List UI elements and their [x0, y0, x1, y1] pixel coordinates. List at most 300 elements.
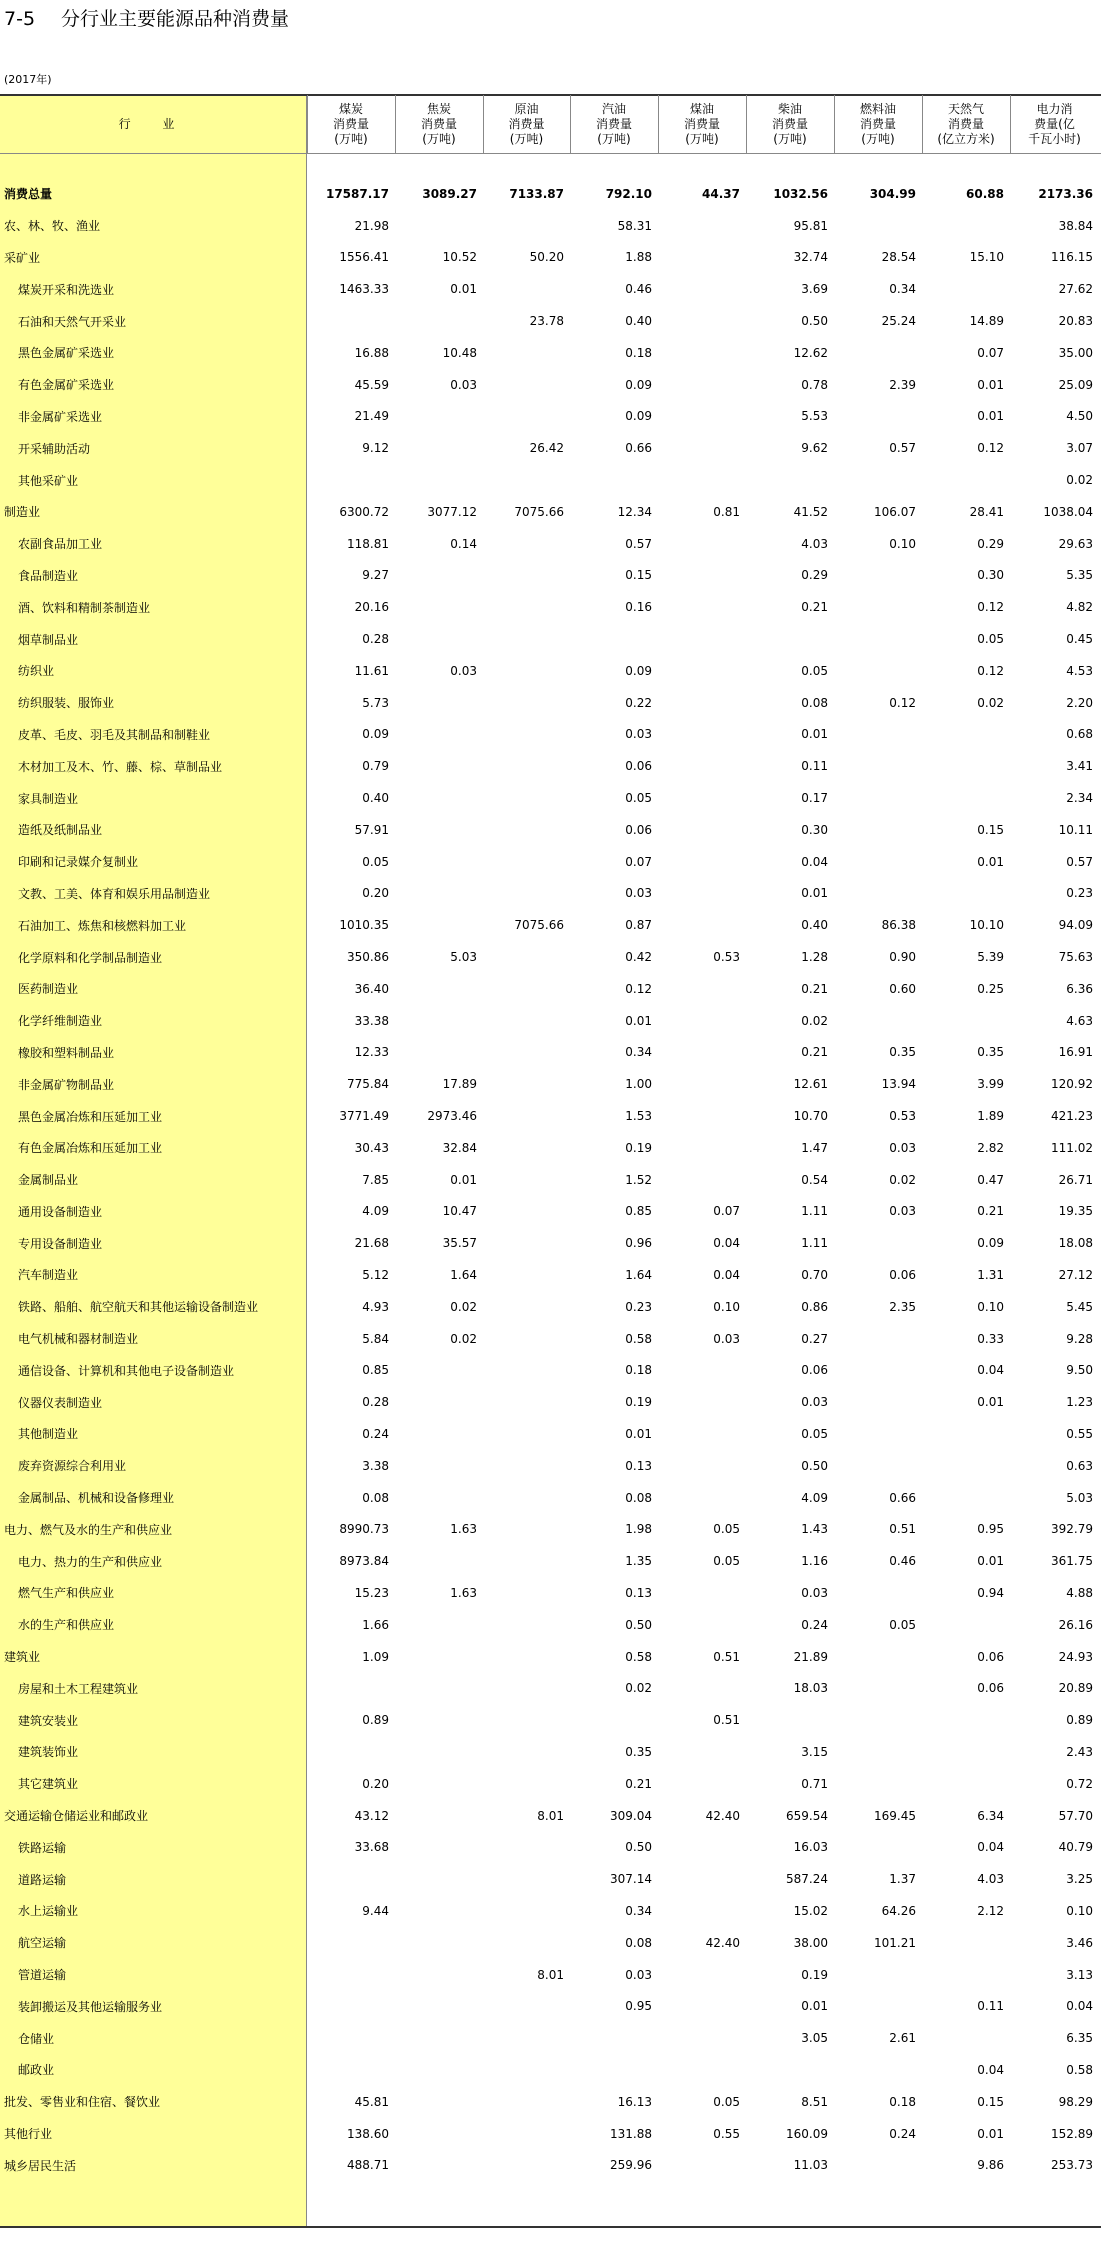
value-cell [834, 782, 922, 814]
value-cell: 0.03 [889, 1204, 916, 1219]
value-cell: 0.01 [977, 377, 1004, 392]
value-cell: 13.94 [881, 1077, 916, 1092]
value-cell: 0.72 [1066, 1776, 1093, 1791]
value-cell: 0.11 [801, 759, 828, 774]
column-header-2: 焦炭 消费量 (万吨) [420, 102, 457, 146]
industry-name: 建筑业 [4, 1650, 41, 1665]
table-row [0, 1482, 1101, 1514]
value-cell: 361.75 [1051, 1554, 1093, 1569]
value-cell: 0.55 [1066, 1426, 1093, 1441]
value-cell: 1.11 [801, 1204, 828, 1219]
value-cell: 9.12 [362, 441, 389, 456]
value-cell: 20.89 [1058, 1681, 1093, 1696]
value-cell [395, 814, 483, 846]
table-row [0, 1959, 1101, 1991]
value-cell: 0.10 [977, 1299, 1004, 1314]
industry-name: 食品制造业 [18, 568, 79, 583]
value-cell [483, 1386, 570, 1418]
value-cell: 0.01 [801, 1999, 828, 2014]
value-cell: 1.64 [450, 1267, 477, 1282]
value-cell: 57.91 [354, 822, 389, 837]
value-cell [395, 1545, 483, 1577]
value-cell [834, 1672, 922, 1704]
industry-name: 纺织业 [18, 664, 55, 679]
value-cell: 0.51 [713, 1713, 740, 1728]
table-row [0, 1132, 1101, 1164]
value-cell [658, 973, 746, 1005]
table-row [0, 1577, 1101, 1609]
industry-name: 有色金属冶炼和压延加工业 [18, 1141, 163, 1156]
value-cell [483, 1291, 570, 1323]
value-cell [658, 242, 746, 274]
value-cell: 1.00 [625, 1077, 652, 1092]
table-row [0, 1672, 1101, 1704]
value-cell: 4.03 [801, 536, 828, 551]
value-cell: 94.09 [1058, 918, 1093, 933]
value-cell [483, 1323, 570, 1355]
value-cell: 0.50 [801, 314, 828, 329]
value-cell: 0.03 [625, 1967, 652, 1982]
value-cell [307, 1672, 395, 1704]
value-cell: 0.45 [1066, 632, 1093, 647]
value-cell [395, 1450, 483, 1482]
industry-name: 铁路运输 [18, 1840, 67, 1855]
value-cell: 2.12 [977, 1903, 1004, 1918]
value-cell [395, 305, 483, 337]
value-cell: 10.10 [969, 918, 1004, 933]
value-cell: 587.24 [786, 1872, 828, 1887]
value-cell [834, 337, 922, 369]
industry-name: 文教、工美、体育和娱乐用品制造业 [18, 886, 211, 901]
table-row [0, 369, 1101, 401]
value-cell [658, 591, 746, 623]
table-row [0, 2054, 1101, 2086]
value-cell: 1.88 [625, 250, 652, 265]
column-header-6: 柴油 消费量 (万吨) [771, 102, 808, 146]
table-row [0, 1259, 1101, 1291]
value-cell: 0.05 [713, 1522, 740, 1537]
value-cell: 40.79 [1058, 1840, 1093, 1855]
table-row [0, 1164, 1101, 1196]
value-cell: 0.21 [977, 1204, 1004, 1219]
value-cell: 0.17 [801, 791, 828, 806]
value-cell: 0.28 [362, 1395, 389, 1410]
value-cell: 0.47 [977, 1172, 1004, 1187]
table-row [0, 1323, 1101, 1355]
industry-name: 金属制品、机械和设备修理业 [18, 1491, 175, 1506]
value-cell: 15.02 [793, 1903, 828, 1918]
industry-name: 城乡居民生活 [4, 2158, 77, 2173]
value-cell [395, 1641, 483, 1673]
industry-name: 非金属矿采选业 [18, 409, 103, 424]
value-cell [570, 2022, 658, 2054]
value-cell: 0.50 [625, 1617, 652, 1632]
value-cell: 0.02 [801, 1013, 828, 1028]
value-cell [483, 1736, 570, 1768]
value-cell: 0.04 [977, 1363, 1004, 1378]
value-cell [483, 878, 570, 910]
value-cell: 17587.17 [325, 186, 389, 201]
industry-name: 邮政业 [18, 2063, 55, 2078]
value-cell: 0.53 [889, 1109, 916, 1123]
value-cell: 0.03 [801, 1395, 828, 1410]
value-cell: 0.21 [801, 1045, 828, 1060]
value-cell [658, 528, 746, 560]
value-cell [834, 210, 922, 242]
value-cell: 6.34 [977, 1808, 1004, 1823]
value-cell [658, 1609, 746, 1641]
value-cell: 38.84 [1058, 218, 1093, 233]
table-row [0, 210, 1101, 242]
value-cell: 25.24 [881, 314, 916, 329]
column-header-industry: 行 业 [118, 117, 189, 131]
value-cell: 16.13 [617, 2094, 652, 2109]
value-cell [922, 2022, 1010, 2054]
value-cell [307, 1927, 395, 1959]
value-cell [834, 1736, 922, 1768]
value-cell: 43.12 [354, 1808, 389, 1823]
value-cell: 0.35 [889, 1045, 916, 1060]
value-cell: 5.53 [801, 409, 828, 424]
value-cell: 0.04 [977, 2062, 1004, 2077]
value-cell: 36.40 [354, 981, 389, 996]
value-cell [483, 1768, 570, 1800]
value-cell [395, 464, 483, 496]
value-cell: 0.53 [713, 950, 740, 965]
table-row [0, 846, 1101, 878]
value-cell [395, 2149, 483, 2181]
value-cell [922, 1704, 1010, 1736]
value-cell: 29.63 [1058, 536, 1093, 551]
value-cell: 0.58 [1066, 2062, 1093, 2077]
value-cell: 21.49 [354, 409, 389, 424]
value-cell [483, 1068, 570, 1100]
value-cell [658, 878, 746, 910]
value-cell: 0.50 [625, 1840, 652, 1855]
table-row [0, 464, 1101, 496]
value-cell [483, 1005, 570, 1037]
value-cell: 0.18 [889, 2094, 916, 2109]
value-cell: 0.12 [625, 981, 652, 996]
value-cell: 0.05 [801, 663, 828, 678]
value-cell [483, 591, 570, 623]
value-cell: 24.93 [1058, 1649, 1093, 1664]
value-cell [395, 1959, 483, 1991]
value-cell: 9.50 [1066, 1363, 1093, 1378]
column-divider [483, 95, 484, 153]
value-cell [395, 1927, 483, 1959]
value-cell [658, 1482, 746, 1514]
value-cell: 0.03 [801, 1585, 828, 1600]
value-cell: 7075.66 [514, 918, 564, 933]
industry-name: 开采辅助活动 [18, 441, 91, 456]
table-row [0, 1990, 1101, 2022]
value-cell: 26.71 [1058, 1172, 1093, 1187]
value-cell: 0.04 [713, 1267, 740, 1282]
value-cell [658, 1672, 746, 1704]
value-cell: 0.09 [362, 727, 389, 742]
value-cell: 44.37 [702, 186, 740, 201]
table-row [0, 1354, 1101, 1386]
value-cell: 10.52 [442, 250, 477, 265]
value-cell: 10.47 [442, 1204, 477, 1219]
value-cell: 1038.04 [1043, 504, 1093, 519]
value-cell [483, 1672, 570, 1704]
value-cell: 58.31 [617, 218, 652, 233]
value-cell [658, 1164, 746, 1196]
value-cell: 3.13 [1066, 1967, 1093, 1982]
value-cell: 0.24 [801, 1617, 828, 1632]
value-cell [483, 464, 570, 496]
value-cell: 21.89 [793, 1649, 828, 1664]
value-cell [483, 814, 570, 846]
table-row [0, 1513, 1101, 1545]
value-cell [834, 2054, 922, 2086]
table-row [0, 1291, 1101, 1323]
value-cell [483, 528, 570, 560]
value-cell [746, 623, 834, 655]
value-cell: 0.29 [977, 536, 1004, 551]
value-cell [395, 1768, 483, 1800]
value-cell: 0.02 [1066, 473, 1093, 488]
value-cell: 775.84 [347, 1077, 389, 1092]
value-cell: 2.20 [1066, 695, 1093, 710]
value-cell [834, 2149, 922, 2181]
value-cell [483, 782, 570, 814]
table-row [0, 1800, 1101, 1832]
column-header-5: 煤油 消费量 (万吨) [683, 102, 720, 146]
table-row [0, 1196, 1101, 1228]
value-cell [307, 1736, 395, 1768]
value-cell [658, 1005, 746, 1037]
value-cell [658, 750, 746, 782]
value-cell [307, 464, 395, 496]
value-cell: 1.11 [801, 1236, 828, 1251]
value-cell: 20.83 [1058, 314, 1093, 329]
value-cell: 4.09 [362, 1204, 389, 1219]
value-cell [834, 878, 922, 910]
value-cell: 111.02 [1051, 1140, 1093, 1155]
industry-name: 消费总量 [4, 187, 53, 202]
industry-name: 其他采矿业 [18, 473, 79, 488]
value-cell: 0.06 [801, 1363, 828, 1378]
value-cell: 12.34 [617, 504, 652, 519]
industry-name: 金属制品业 [18, 1173, 79, 1188]
industry-name: 仓储业 [18, 2031, 55, 2046]
value-cell: 0.15 [977, 822, 1004, 837]
value-cell: 3089.27 [422, 186, 477, 201]
value-cell: 0.40 [362, 791, 389, 806]
value-cell [922, 1609, 1010, 1641]
table-row [0, 496, 1101, 528]
value-cell: 152.89 [1051, 2126, 1093, 2141]
value-cell [834, 1831, 922, 1863]
value-cell: 1.66 [362, 1617, 389, 1632]
value-cell [658, 1990, 746, 2022]
value-cell: 3.46 [1066, 1935, 1093, 1950]
value-cell [395, 1736, 483, 1768]
value-cell: 0.66 [625, 441, 652, 456]
value-cell: 259.96 [610, 2158, 652, 2173]
value-cell: 0.05 [713, 2094, 740, 2109]
value-cell [922, 1736, 1010, 1768]
value-cell: 0.02 [625, 1681, 652, 1696]
column-header-7: 燃料油 消费量 (万吨) [859, 102, 896, 146]
value-cell [834, 1418, 922, 1450]
value-cell: 0.03 [450, 377, 477, 392]
value-cell: 421.23 [1051, 1109, 1093, 1123]
value-cell [395, 1672, 483, 1704]
value-cell: 0.30 [977, 568, 1004, 583]
value-cell: 25.09 [1058, 377, 1093, 392]
value-cell [658, 846, 746, 878]
column-divider [834, 95, 835, 153]
value-cell: 8.51 [801, 2094, 828, 2109]
value-cell: 0.95 [625, 1999, 652, 2014]
value-cell: 19.35 [1058, 1204, 1093, 1219]
value-cell [395, 909, 483, 941]
table-row [0, 814, 1101, 846]
value-cell [922, 1418, 1010, 1450]
value-cell [922, 1927, 1010, 1959]
value-cell: 3771.49 [339, 1109, 389, 1123]
value-cell: 0.09 [977, 1236, 1004, 1251]
table-title: 分行业主要能源品种消费量 [61, 8, 290, 30]
value-cell: 57.70 [1058, 1808, 1093, 1823]
table-row [0, 2149, 1101, 2181]
value-cell [658, 1386, 746, 1418]
value-cell: 4.63 [1066, 1013, 1093, 1028]
value-cell: 0.01 [977, 1395, 1004, 1410]
value-cell: 0.08 [625, 1490, 652, 1505]
value-cell: 2.34 [1066, 791, 1093, 806]
value-cell: 304.99 [869, 186, 916, 201]
value-cell: 1.52 [625, 1172, 652, 1187]
value-cell: 0.07 [713, 1204, 740, 1219]
value-cell: 0.50 [801, 1458, 828, 1473]
value-cell: 0.07 [977, 345, 1004, 360]
value-cell: 488.71 [347, 2158, 389, 2173]
industry-name: 铁路、船舶、航空航天和其他运输设备制造业 [18, 1300, 259, 1315]
value-cell [834, 814, 922, 846]
value-cell [834, 1704, 922, 1736]
column-divider [1010, 95, 1011, 153]
industry-name: 农副食品加工业 [18, 537, 103, 552]
value-cell [658, 2149, 746, 2181]
table-row [0, 655, 1101, 687]
value-cell: 0.96 [625, 1236, 652, 1251]
value-cell: 0.89 [1066, 1713, 1093, 1728]
value-cell [658, 464, 746, 496]
value-cell: 0.05 [625, 791, 652, 806]
value-cell [395, 1482, 483, 1514]
value-cell [307, 305, 395, 337]
value-cell: 42.40 [705, 1808, 740, 1823]
value-cell: 5.84 [362, 1331, 389, 1346]
value-cell [395, 846, 483, 878]
value-cell [658, 1354, 746, 1386]
value-cell [746, 1704, 834, 1736]
value-cell [307, 2022, 395, 2054]
value-cell [483, 1418, 570, 1450]
value-cell: 0.02 [450, 1299, 477, 1314]
value-cell: 10.48 [442, 345, 477, 360]
table-row [0, 337, 1101, 369]
value-cell: 0.01 [977, 854, 1004, 869]
industry-name: 烟草制品业 [18, 632, 79, 647]
total-row [0, 178, 1101, 210]
value-cell: 45.59 [354, 377, 389, 392]
value-cell: 0.04 [1066, 1999, 1093, 2014]
industry-name: 木材加工及木、竹、藤、棕、草制品业 [18, 759, 223, 774]
industry-name: 道路运输 [18, 1872, 67, 1887]
value-cell: 1.23 [1066, 1395, 1093, 1410]
value-cell [658, 401, 746, 433]
value-cell: 0.24 [889, 2126, 916, 2141]
value-cell: 0.06 [977, 1681, 1004, 1696]
value-cell: 0.55 [713, 2126, 740, 2141]
value-cell: 0.05 [801, 1426, 828, 1441]
value-cell: 2973.46 [427, 1109, 477, 1123]
value-cell: 4.82 [1066, 600, 1093, 615]
value-cell: 0.14 [450, 536, 477, 551]
value-cell [483, 1037, 570, 1069]
value-cell: 0.01 [801, 727, 828, 742]
value-cell [483, 2118, 570, 2150]
industry-name: 建筑装饰业 [18, 1745, 79, 1760]
value-cell: 0.01 [977, 1554, 1004, 1569]
value-cell: 118.81 [347, 536, 389, 551]
value-cell [922, 782, 1010, 814]
value-cell: 10.11 [1058, 822, 1093, 837]
value-cell: 0.07 [625, 854, 652, 869]
table-row [0, 1736, 1101, 1768]
value-cell: 0.08 [801, 695, 828, 710]
value-cell: 20.16 [354, 600, 389, 615]
value-cell: 131.88 [610, 2126, 652, 2141]
value-cell [483, 941, 570, 973]
table-row [0, 591, 1101, 623]
value-cell [395, 2054, 483, 2086]
value-cell: 45.81 [354, 2094, 389, 2109]
value-cell [483, 1577, 570, 1609]
value-cell [658, 432, 746, 464]
value-cell [834, 401, 922, 433]
table-row [0, 878, 1101, 910]
table-row [0, 242, 1101, 274]
value-cell: 16.03 [793, 1840, 828, 1855]
column-divider [922, 95, 923, 153]
value-cell: 0.19 [801, 1967, 828, 1982]
value-cell: 2.61 [889, 2031, 916, 2046]
value-cell [834, 1227, 922, 1259]
value-cell: 0.22 [625, 695, 652, 710]
value-cell: 1556.41 [339, 250, 389, 265]
value-cell: 0.71 [801, 1776, 828, 1791]
industry-name: 航空运输 [18, 1936, 67, 1951]
value-cell [483, 1704, 570, 1736]
value-cell: 0.20 [362, 886, 389, 901]
value-cell: 11.61 [354, 663, 389, 678]
value-cell [658, 782, 746, 814]
value-cell: 0.15 [625, 568, 652, 583]
value-cell [746, 464, 834, 496]
value-cell [834, 719, 922, 751]
industry-name: 燃气生产和供应业 [18, 1586, 115, 1601]
value-cell [922, 750, 1010, 782]
column-header-4: 汽油 消费量 (万吨) [595, 102, 632, 146]
value-cell: 160.09 [786, 2126, 828, 2141]
